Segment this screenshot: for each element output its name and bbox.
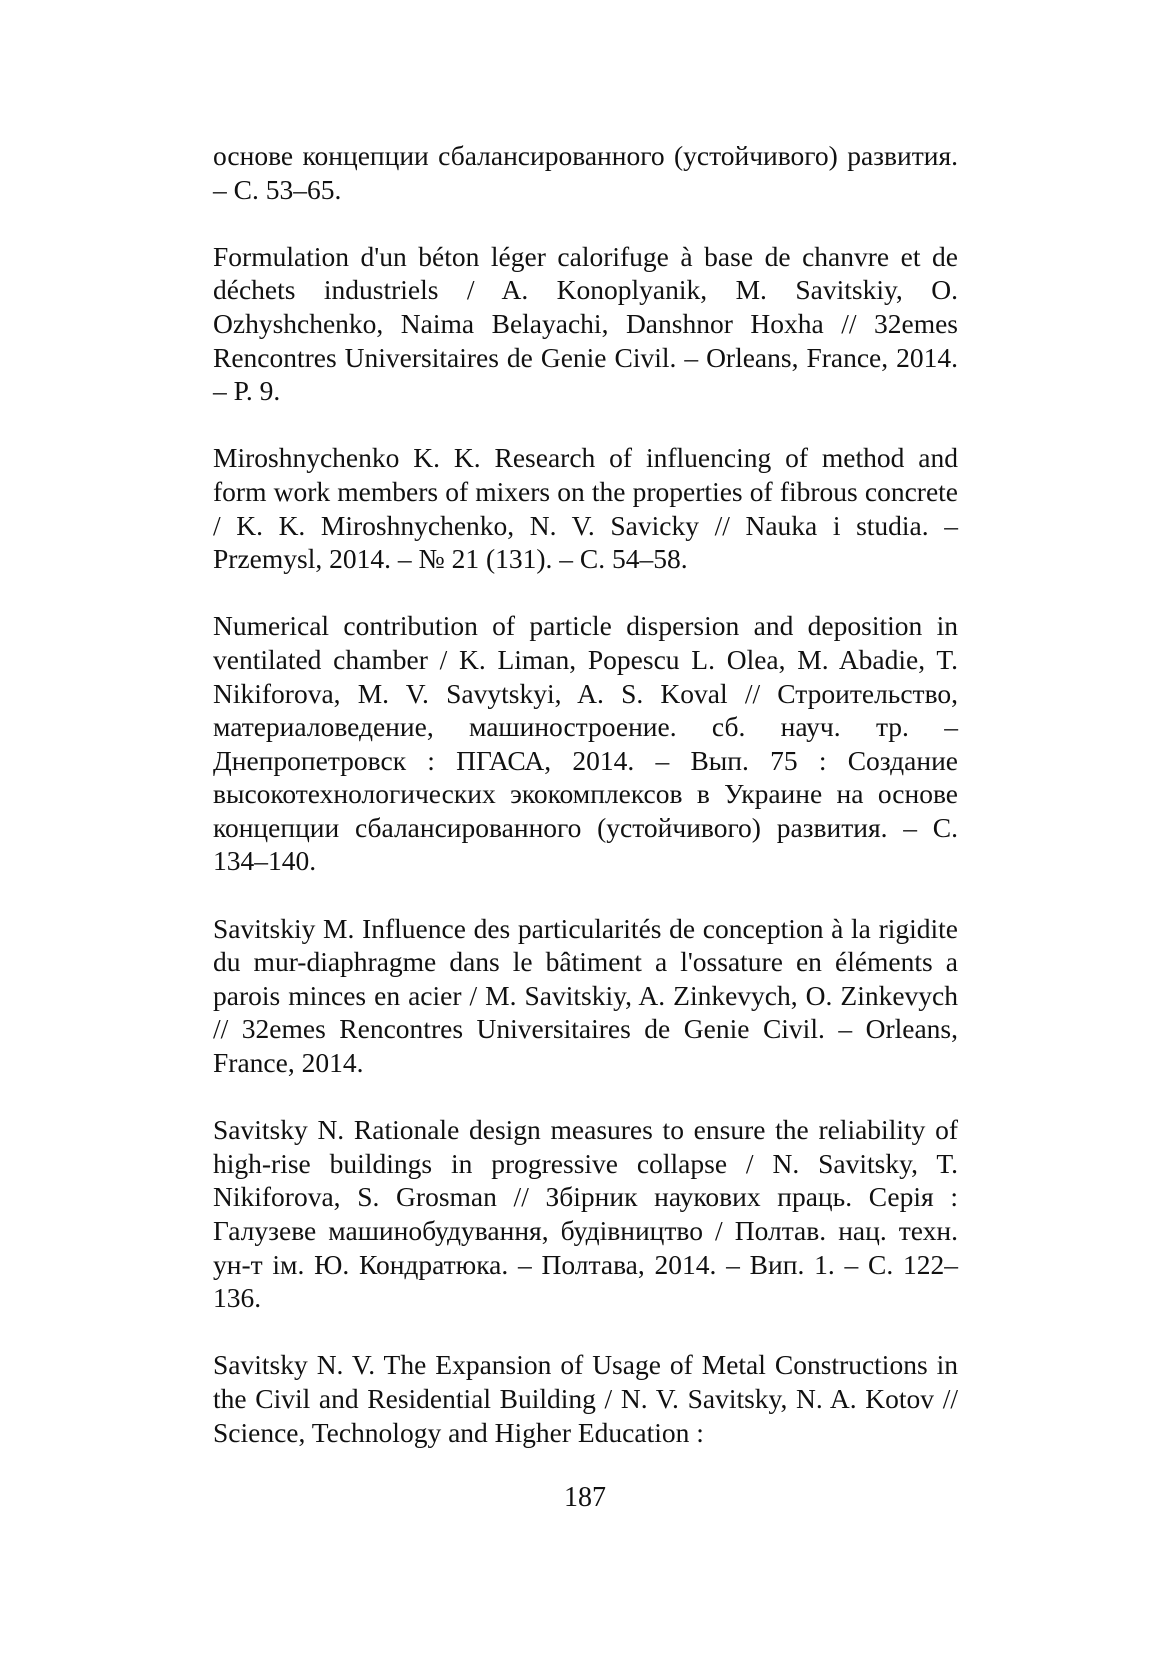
- reference-entry: Savitsky N. V. The Expansion of Usage of Metal Constructions in the Civil and Residential Building / N. V. Savitsky, N. A. Kotov // Science, Technology and Higher Education :: [213, 1349, 958, 1448]
- page-number: 187: [564, 1482, 606, 1513]
- reference-entry: Numerical contribution of particle dispersion and deposition in ventilated chamber / K. Liman, Popescu L. Olea, M. Abadie, T. Nikiforova, M. V. Savytskyi, A. S. Koval // Строительство, материаловедение, машиностроение. сб. науч. тр. – Днепропетровск : ПГАСА, 2014. – Вып. 75 : Создание высокотехнологических экокомплексов в Украине на основе концепции сбалансированного (устойчивого) развития. – С. 134–140.: [213, 610, 958, 877]
- reference-entry: Miroshnychenko K. K. Research of influencing of method and form work members of mixers on the properties of fibrous concrete / K. K. Miroshnychenko, N. V. Savicky // Nauka i studia. – Przemysl, 2014. – № 21 (131). – С. 54–58.: [213, 442, 958, 575]
- reference-entry: Formulation d'un béton léger calorifuge à base de chanvre et de déchets industriels / A. Konoplyanik, M. Savitskiy, O. Ozhyshchenko, Naima Belayachi, Danshnor Hoxha // 32emes Rencontres Universitaires de Genie Civil. – Orleans, France, 2014. – P. 9.: [213, 240, 958, 407]
- reference-entry: основе концепции сбалансированного (устойчивого) развития. – С. 53–65.: [213, 140, 958, 205]
- reference-list: [213, 139, 958, 1483]
- reference-entry: Savitskiy M. Influence des particularités de conception à la rigidite du mur-diaphragme dans le bâtiment a l'ossature en éléments a parois minces en acier / M. Savitskiy, A. Zinkevych, O. Zinkevych // 32emes Rencontres Universitaires de Genie Civil. – Orleans, France, 2014.: [213, 912, 958, 1079]
- reference-entry: Savitsky N. Rationale design measures to ensure the reliability of high-rise buildings in progressive collapse / N. Savitsky, T. Nikiforova, S. Grosman // Збірник наукових праць. Серія : Галузеве машинобудування, будівництво / Полтав. нац. техн. ун-т ім. Ю. Кондратюка. – Полтава, 2014. – Вип. 1. – С. 122–136.: [213, 1114, 958, 1314]
